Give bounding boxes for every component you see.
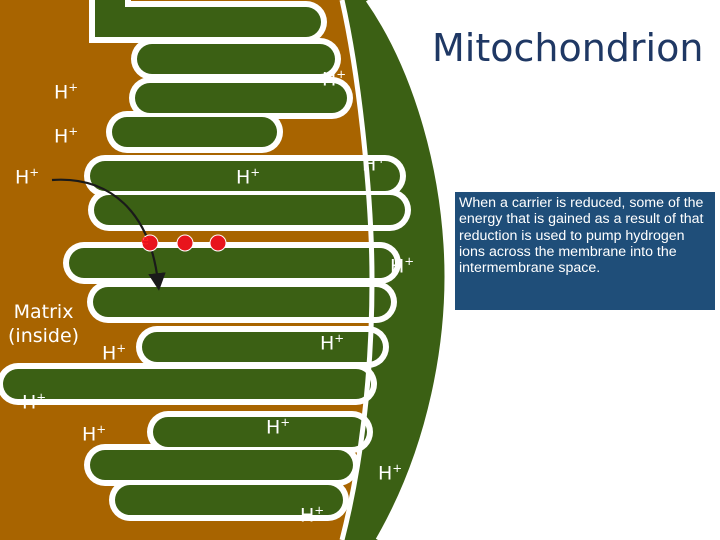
matrix-label [8, 300, 79, 348]
matrix-label-line: (inside) [8, 325, 80, 347]
hydrogen-ion-label: H+ [300, 503, 325, 527]
hydrogen-ion-label: H+ [266, 415, 291, 439]
matrix-label-line: Matrix [13, 301, 74, 323]
hydrogen-ion-label: H+ [54, 80, 79, 104]
hydrogen-ion-label: H+ [15, 165, 40, 189]
explanation-callout: When a carrier is reduced, some of the energy that is gained as a result of that reduction is used to pump hydrogen ions across the membrane into the intermembrane space. [455, 192, 715, 310]
hydrogen-ion-label: H+ [22, 390, 47, 414]
diagram-title: Mitochondrion [432, 26, 704, 70]
hydrogen-ion-label: H+ [236, 165, 261, 189]
hydrogen-ion-label: H+ [322, 67, 347, 91]
hydrogen-ion-label: H+ [390, 254, 415, 278]
hydrogen-ion-label: H+ [362, 152, 387, 176]
hydrogen-ion-label: H+ [82, 422, 107, 446]
electron-label: e- [141, 232, 152, 249]
hydrogen-ion-label: H+ [102, 341, 127, 365]
hydrogen-ion-label: H+ [320, 331, 345, 355]
hydrogen-ion-label: H+ [54, 124, 79, 148]
hydrogen-ion-label: H+ [378, 461, 403, 485]
electron-carrier-dot [210, 235, 226, 251]
electron-carrier-dot [177, 235, 193, 251]
